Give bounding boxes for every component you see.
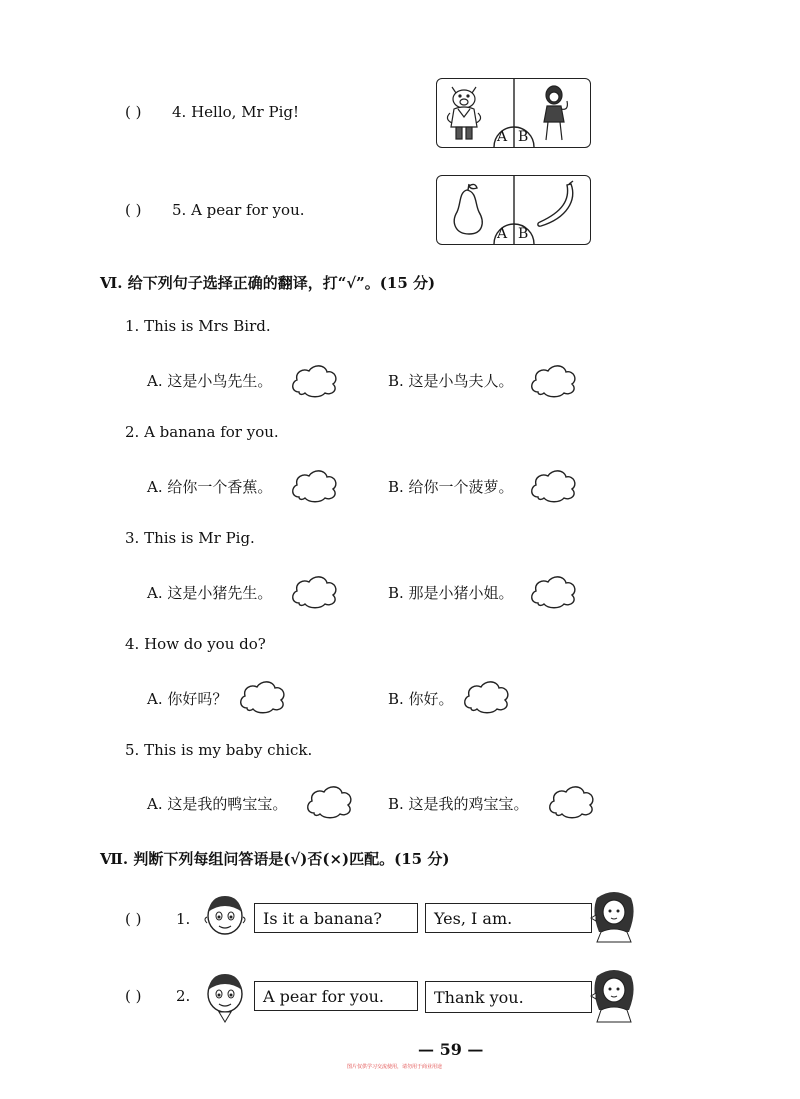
pear-icon: [454, 184, 482, 234]
girl-icon-2: [589, 966, 639, 1024]
question-4-text: 4. Hello, Mr Pig!: [172, 103, 300, 121]
cloud-checkbox-1b[interactable]: [528, 362, 580, 398]
s7-answer-blank-2[interactable]: ( ): [125, 987, 142, 1005]
answer-blank-5[interactable]: ( ): [125, 201, 142, 219]
s6-option-a-3: A. 这是小猪先生。: [147, 584, 273, 602]
pig-icon: [447, 87, 480, 139]
s6-question-5: 5. This is my baby chick.: [125, 741, 313, 759]
question-5-text: 5. A pear for you.: [172, 201, 305, 219]
s7-question-text-1: Is it a banana?: [263, 908, 382, 928]
s7-question-bubble-2: [254, 981, 418, 1011]
cloud-checkbox-2a[interactable]: [289, 467, 341, 503]
s7-question-text-2: A pear for you.: [263, 986, 384, 1006]
girl-icon: [544, 86, 567, 140]
section-7-heading: Ⅶ. 判断下列每组问答语是(√)否(×)匹配。(15 分): [100, 850, 450, 868]
s6-option-a-4: A. 你好吗？: [147, 690, 228, 708]
picture-box-5: [436, 175, 591, 245]
s6-question-3: 3. This is Mr Pig.: [125, 529, 255, 547]
boy-icon-2: [199, 968, 251, 1024]
answer-blank-4[interactable]: ( ): [125, 103, 142, 121]
s6-question-1: 1. This is Mrs Bird.: [125, 317, 271, 335]
s6-option-a-1: A. 这是小鸟先生。: [147, 372, 273, 390]
s6-option-b-2: B. 给你一个菠萝。: [388, 478, 514, 496]
s6-option-a-2: A. 给你一个香蕉。: [147, 478, 273, 496]
cloud-checkbox-3a[interactable]: [289, 573, 341, 609]
s6-question-4: 4. How do you do?: [125, 635, 266, 653]
option-b-label-5: B: [518, 226, 529, 242]
girl-icon: [589, 888, 639, 943]
s7-answer-bubble-1: [425, 903, 592, 933]
s6-option-b-3: B. 那是小猪小姐。: [388, 584, 514, 602]
cloud-checkbox-4a[interactable]: [237, 678, 289, 714]
page-number: — 59 —: [418, 1040, 484, 1059]
cloud-checkbox-4b[interactable]: [461, 678, 513, 714]
s7-answer-text-1: Yes, I am.: [434, 908, 513, 928]
footnote: 图片仅供学习交流使用，请勿用于商业用途: [347, 1064, 443, 1070]
section-6-heading: Ⅵ. 给下列句子选择正确的翻译，打“√”。(15 分): [100, 274, 436, 292]
cloud-checkbox-1a[interactable]: [289, 362, 341, 398]
s7-question-bubble-1: [254, 903, 418, 933]
s7-answer-bubble-2: [425, 981, 592, 1013]
banana-icon: [538, 181, 573, 226]
option-b-label-4: B: [518, 129, 529, 145]
option-a-label-4: A: [497, 129, 508, 145]
cloud-checkbox-5a[interactable]: [304, 783, 356, 819]
s7-number-2: 2.: [176, 987, 191, 1005]
s6-question-2: 2. A banana for you.: [125, 423, 279, 441]
s6-option-b-4: B. 你好。: [388, 690, 454, 708]
s7-answer-text-2: Thank you.: [434, 987, 524, 1007]
boy-icon: [199, 890, 251, 942]
s7-answer-blank-1[interactable]: ( ): [125, 910, 142, 928]
s7-number-1: 1.: [176, 910, 191, 928]
s6-option-b-5: B. 这是我的鸡宝宝。: [388, 795, 529, 813]
s6-option-b-1: B. 这是小鸟夫人。: [388, 372, 514, 390]
cloud-checkbox-3b[interactable]: [528, 573, 580, 609]
s6-option-a-5: A. 这是我的鸭宝宝。: [147, 795, 288, 813]
cloud-checkbox-2b[interactable]: [528, 467, 580, 503]
option-a-label-5: A: [497, 226, 508, 242]
picture-box-4: [436, 78, 591, 148]
cloud-checkbox-5b[interactable]: [546, 783, 598, 819]
